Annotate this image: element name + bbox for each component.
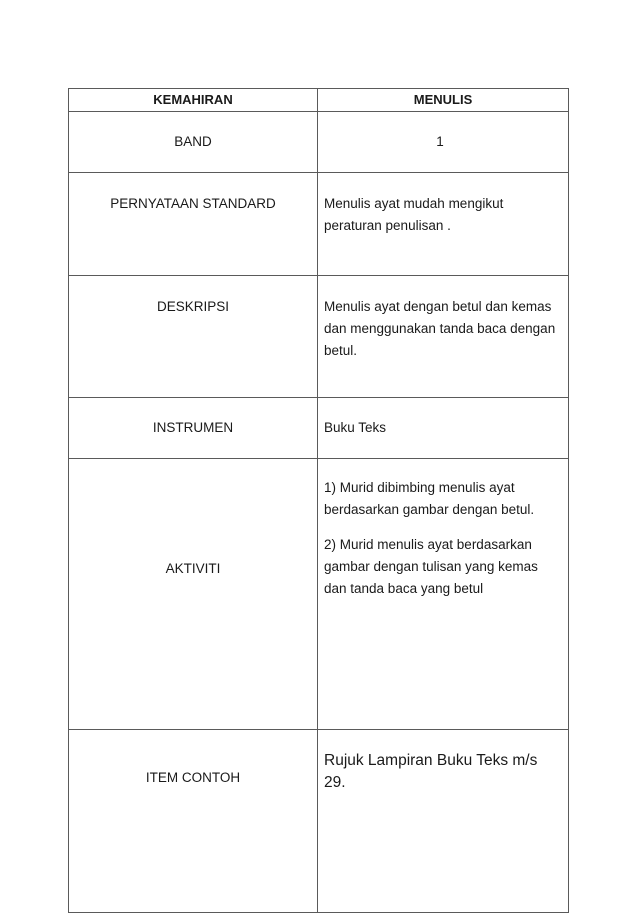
table-row-band (69, 112, 569, 173)
header-kemahiran: KEMAHIRAN (69, 89, 318, 112)
table-header-row (69, 89, 569, 112)
band-value: 1 (318, 112, 569, 173)
aktiviti-label: AKTIVITI (69, 459, 318, 730)
aktiviti-item-2: 2) Murid menulis ayat berdasarkan gambar dengan tulisan yang kemas dan tanda baca yang betul (324, 537, 538, 596)
item-contoh-label: ITEM CONTOH (69, 730, 318, 913)
band-label: BAND (69, 112, 318, 173)
instrumen-label: INSTRUMEN (69, 398, 318, 459)
table-row-aktiviti (69, 459, 569, 730)
pernyataan-standard-value: Menulis ayat mudah mengikut peraturan penulisan . (318, 173, 569, 276)
table-row-instrumen (69, 398, 569, 459)
item-contoh-value: Rujuk Lampiran Buku Teks m/s 29. (318, 730, 569, 913)
skill-table (68, 88, 569, 913)
header-menulis: MENULIS (318, 89, 569, 112)
table-row-deskripsi (69, 276, 569, 398)
pernyataan-standard-label: PERNYATAAN STANDARD (69, 173, 318, 276)
aktiviti-item-1: 1) Murid dibimbing menulis ayat berdasarkan gambar dengan betul. (324, 480, 535, 517)
deskripsi-label: DESKRIPSI (69, 276, 318, 398)
aktiviti-value (318, 459, 569, 730)
table-row-pernyataan-standard (69, 173, 569, 276)
table-row-item-contoh (69, 730, 569, 913)
deskripsi-value: Menulis ayat dengan betul dan kemas dan menggunakan tanda baca dengan betul. (318, 276, 569, 398)
instrumen-value: Buku Teks (318, 398, 569, 459)
